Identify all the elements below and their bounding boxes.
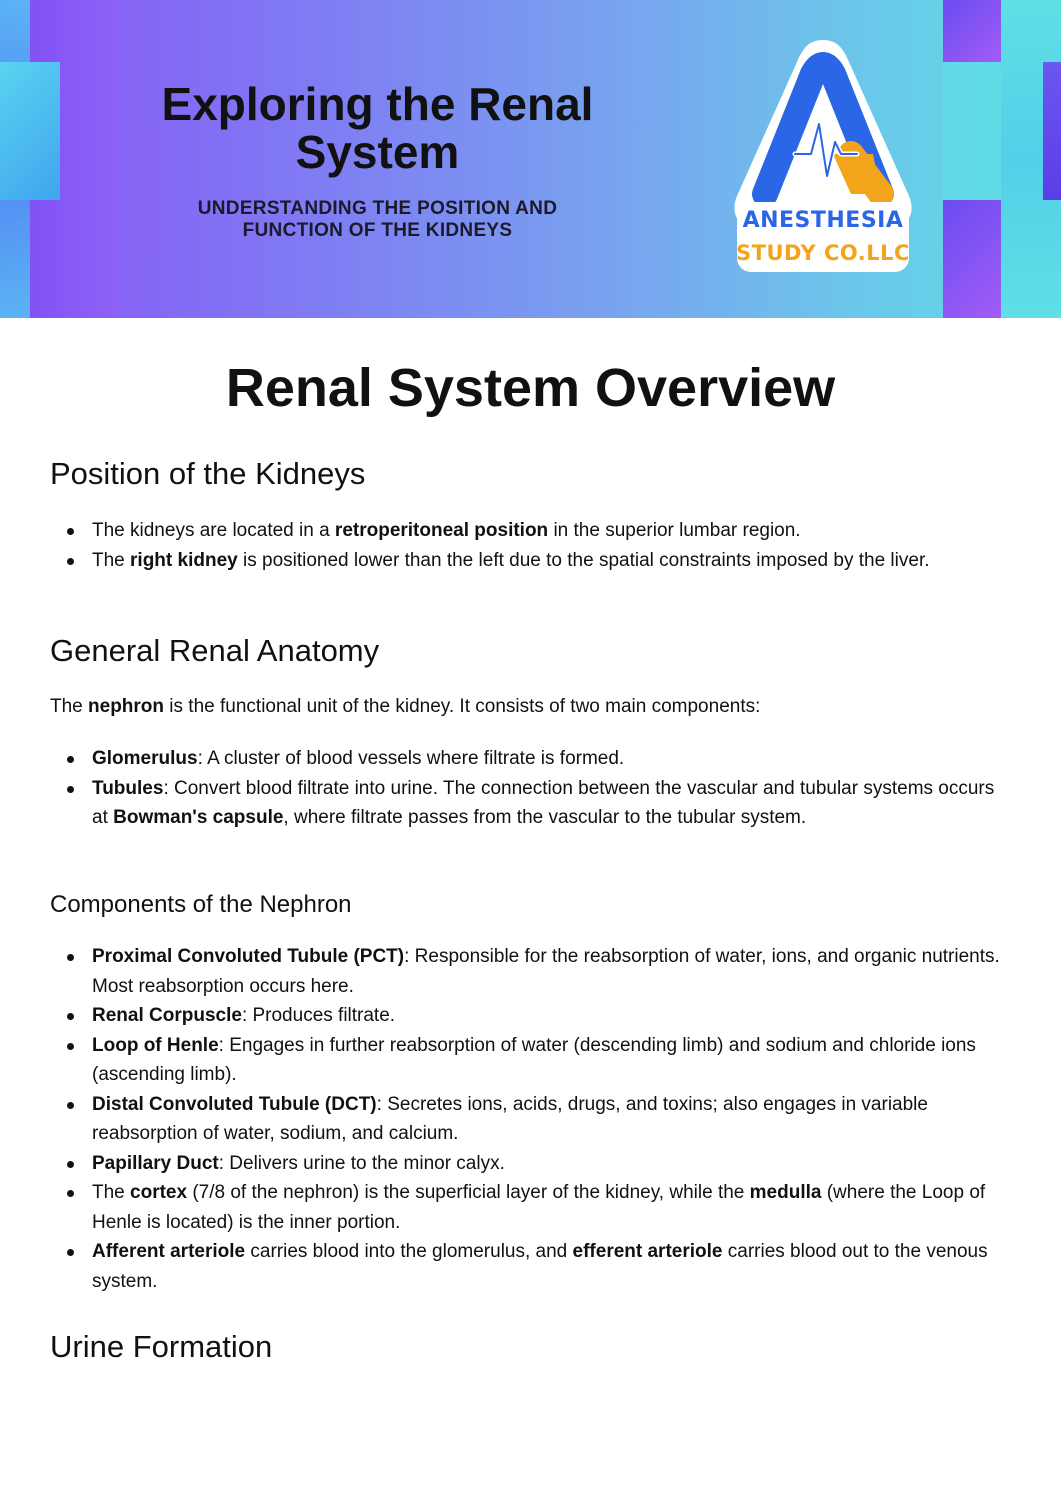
list-item: Afferent arteriole carries blood into the glomerulus, and efferent arteriole carries blood out to the venous system. [50,1237,1000,1296]
decorative-block [1043,62,1061,200]
section-heading-components: Components of the Nephron [50,891,352,918]
decorative-block [0,62,60,200]
logo-text: ANESTHESIA [742,208,904,233]
logo-a-icon [733,36,913,274]
list-item: The right kidney is positioned lower than the left due to the spatial constraints imposed by the liver. [50,546,1000,576]
anatomy-intro: The nephron is the functional unit of the kidney. It consists of two main components: [50,696,761,717]
section-heading-position: Position of the Kidneys [50,456,366,491]
decorative-block [943,0,1001,62]
list-item: Proximal Convoluted Tubule (PCT): Responsible for the reabsorption of water, ions, and organic nutrients. Most reabsorption occurs here. [50,942,1000,1001]
page-title: Renal System Overview [225,358,836,418]
list-item: Renal Corpuscle: Produces filtrate. [50,1001,1000,1031]
list-item: Distal Convoluted Tubule (DCT): Secretes ions, acids, drugs, and toxins; also engages in variable reabsorption of water, sodium, and calcium. [50,1090,1000,1149]
list-item: Glomerulus: A cluster of blood vessels where filtrate is formed. [50,744,1000,774]
anatomy-list [50,744,1000,833]
list-item: The cortex (7/8 of the nephron) is the superficial layer of the kidney, while the medulla (where the Loop of Henle is located) is the inner portion. [50,1178,1000,1237]
banner-subtitle-line: FUNCTION OF THE KIDNEYS [242,220,513,241]
list-item: Papillary Duct: Delivers urine to the minor calyx. [50,1149,1000,1179]
banner-subtitle [120,198,635,242]
list-item: Loop of Henle: Engages in further reabsorption of water (descending limb) and sodium and chloride ions (ascending limb). [50,1031,1000,1090]
section-heading-urine: Urine Formation [50,1329,273,1364]
logo-text: STUDY CO.LLC [736,241,910,265]
list-item: Tubules: Convert blood filtrate into urine. The connection between the vascular and tubular systems occurs at Bowman's capsule, where filtrate passes from the vascular to the tubular system. [50,774,1000,833]
position-list [50,516,1000,575]
components-list [50,942,1000,1296]
banner-subtitle-line: UNDERSTANDING THE POSITION AND [197,198,558,219]
decorative-block [943,200,1001,318]
banner-title: Exploring the Renal System [161,78,594,178]
list-item: The kidneys are located in a retroperitoneal position in the superior lumbar region. [50,516,1000,546]
header-banner [0,0,1061,318]
company-logo [733,36,913,274]
section-heading-anatomy: General Renal Anatomy [50,633,380,668]
